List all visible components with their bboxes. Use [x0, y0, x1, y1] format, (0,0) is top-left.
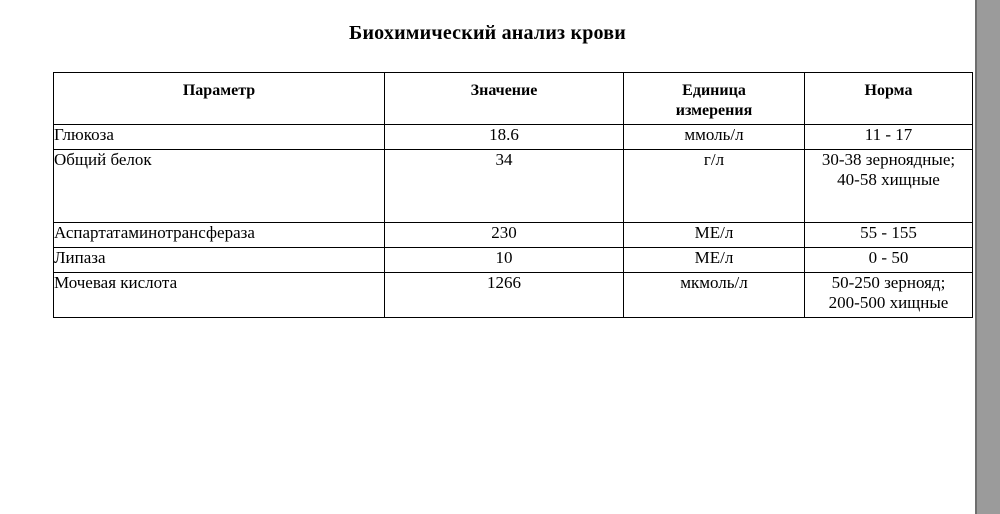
norm-line1: 0 - 50 — [868, 248, 909, 267]
cell-unit: г/л — [624, 150, 805, 223]
header-unit-line2: измерения — [675, 102, 753, 119]
cell-norm — [805, 125, 973, 150]
table-row — [54, 223, 973, 248]
norm-line1: 55 - 155 — [860, 223, 917, 242]
cell-norm — [805, 273, 973, 318]
norm-line1: 50-250 зернояд; — [831, 273, 946, 292]
table-row — [54, 248, 973, 273]
table-row — [54, 125, 973, 150]
table-header-row — [54, 73, 973, 125]
cell-parameter: Аспартатаминотрансфераза — [54, 223, 385, 248]
analysis-table — [53, 72, 973, 318]
cell-parameter: Глюкоза — [54, 125, 385, 150]
cell-value: 18.6 — [385, 125, 624, 150]
cell-unit: ммоль/л — [624, 125, 805, 150]
cell-parameter: Общий белок — [54, 150, 385, 223]
cell-value: 1266 — [385, 273, 624, 318]
norm-line1: 11 - 17 — [864, 125, 913, 144]
scroll-rail-edge — [975, 0, 977, 514]
cell-value: 34 — [385, 150, 624, 223]
header-unit-line1: Единица — [682, 82, 746, 99]
cell-unit: МЕ/л — [624, 223, 805, 248]
cell-value: 230 — [385, 223, 624, 248]
cell-parameter: Мочевая кислота — [54, 273, 385, 318]
side-scroll-rail[interactable] — [975, 0, 1000, 514]
norm-line1: 30-38 зерноядные; — [821, 150, 956, 169]
table-row — [54, 273, 973, 318]
norm-line2: 200-500 хищные — [828, 293, 949, 312]
cell-norm — [805, 223, 973, 248]
norm-line2: 40-58 хищные — [837, 170, 940, 189]
header-unit — [624, 73, 805, 125]
cell-parameter: Липаза — [54, 248, 385, 273]
cell-unit: МЕ/л — [624, 248, 805, 273]
table-row — [54, 150, 973, 223]
cell-norm — [805, 150, 973, 223]
header-value: Значение — [385, 73, 624, 125]
cell-unit: мкмоль/л — [624, 273, 805, 318]
header-parameter: Параметр — [54, 73, 385, 125]
cell-value: 10 — [385, 248, 624, 273]
page-title: Биохимический анализ крови — [349, 22, 626, 44]
header-norm: Норма — [805, 73, 973, 125]
cell-norm — [805, 248, 973, 273]
